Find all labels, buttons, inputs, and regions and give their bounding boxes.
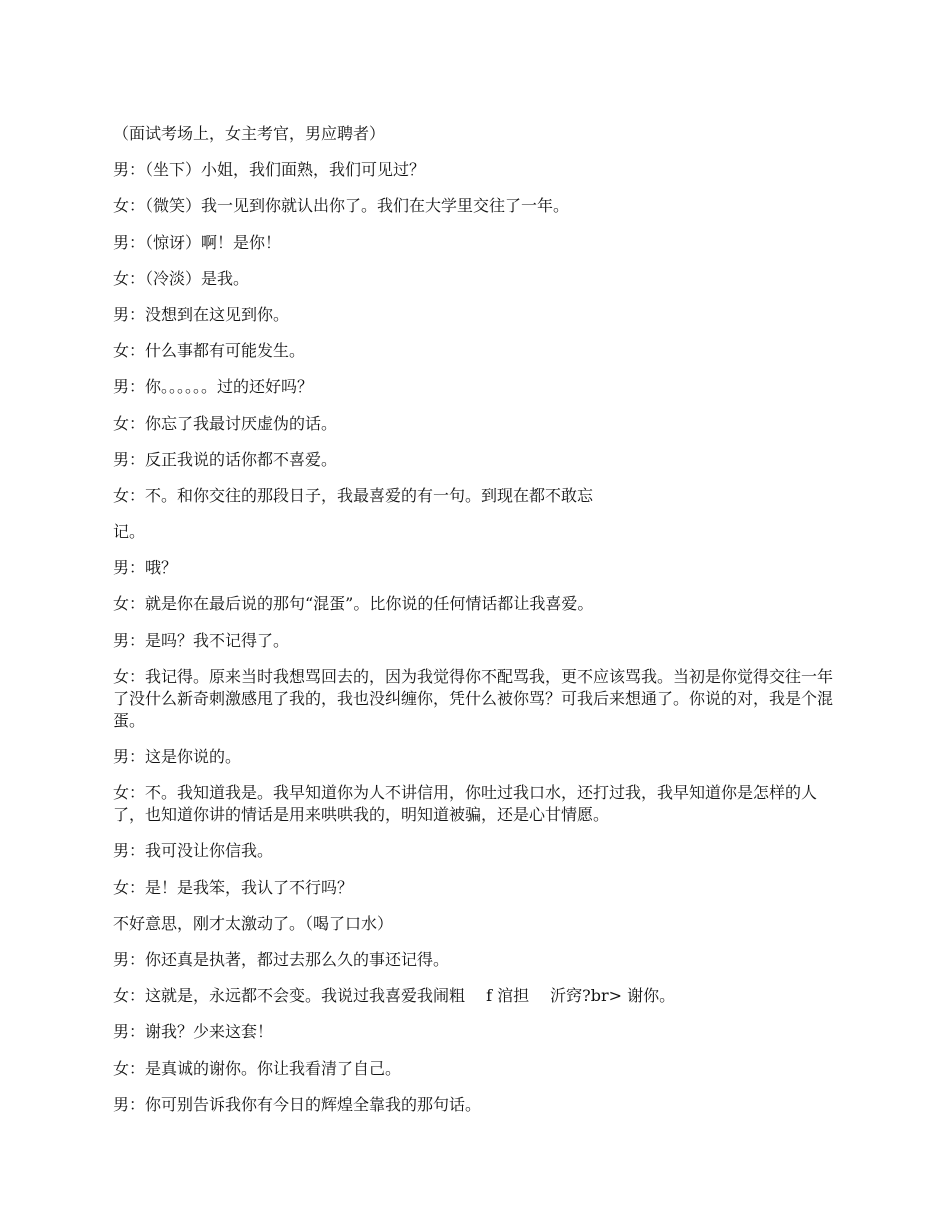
- dialogue-line: 女：这就是，永远都不会变。我说过我喜爱我闹粗 f 涫担 沂窍?br> 谢你。: [113, 986, 676, 1006]
- dialogue-line: 女：是真诚的谢你。你让我看清了自己。: [113, 1058, 402, 1078]
- dialogue-line: 男：（惊讶）啊！是你！: [113, 232, 282, 252]
- dialogue-line: 女：你忘了我最讨厌虚伪的话。: [113, 413, 338, 433]
- dialogue-text-block: [113, 123, 843, 1130]
- dialogue-line: 男：你。。。。。。过的还好吗？: [113, 377, 314, 397]
- dialogue-line: 男：谢我？少来这套！: [113, 1022, 274, 1042]
- dialogue-line: 女：就是你在最后说的那句“混蛋”。比你说的任何情话都让我喜爱。: [113, 594, 594, 614]
- stage-direction: （面试考场上，女主考官，男应聘者）: [113, 124, 386, 143]
- dialogue-line: 男：没想到在这见到你。: [113, 304, 290, 324]
- dialogue-line: 男：（坐下）小姐，我们面熟，我们可见过？: [113, 160, 426, 180]
- dialogue-line: 女：不。和你交往的那段日子，我最喜爱的有一句。到现在都不敢忘: [113, 485, 594, 505]
- dialogue-paragraph: 女：我记得。原来当时我想骂回去的，因为我觉得你不配骂我，更不应该骂我。当初是你觉得交往一年了没什么新奇刺激感甩了我的，我也没纠缠你，凭什么被你骂？可我后来想通了。你说的对，我是个混蛋。: [113, 666, 834, 730]
- dialogue-line: 男：反正我说的话你都不喜爱。: [113, 449, 338, 469]
- dialogue-line: 女：什么事都有可能发生。: [113, 341, 306, 361]
- dialogue-line: 男：你还真是执著，都过去那么久的事还记得。: [113, 949, 450, 969]
- dialogue-paragraph: 女：不。我知道我是。我早知道你为人不讲信用，你吐过我口水，还打过我，我早知道你是怎样的人了，也知道你讲的情话是用来哄哄我的，明知道被骗，还是心甘情愿。: [113, 783, 818, 825]
- dialogue-line: 男：你可别告诉我你有今日的辉煌全靠我的那句话。: [113, 1094, 482, 1114]
- dialogue-line: 女：（微笑）我一见到你就认出你了。我们在大学里交往了一年。: [113, 196, 570, 216]
- dialogue-line-continuation: 记。: [113, 522, 146, 542]
- dialogue-line: 男：是吗？我不记得了。: [113, 630, 290, 650]
- dialogue-line: 女：（冷淡）是我。: [113, 268, 250, 288]
- dialogue-line: 女：是！是我笨，我认了不行吗？: [113, 877, 354, 897]
- dialogue-line: 男：哦？: [113, 558, 178, 578]
- dialogue-line: 不好意思，刚才太激动了。（喝了口水）: [113, 913, 394, 933]
- dialogue-line: 男：这是你说的。: [113, 747, 242, 766]
- dialogue-line: 男：我可没让你信我。: [113, 841, 274, 861]
